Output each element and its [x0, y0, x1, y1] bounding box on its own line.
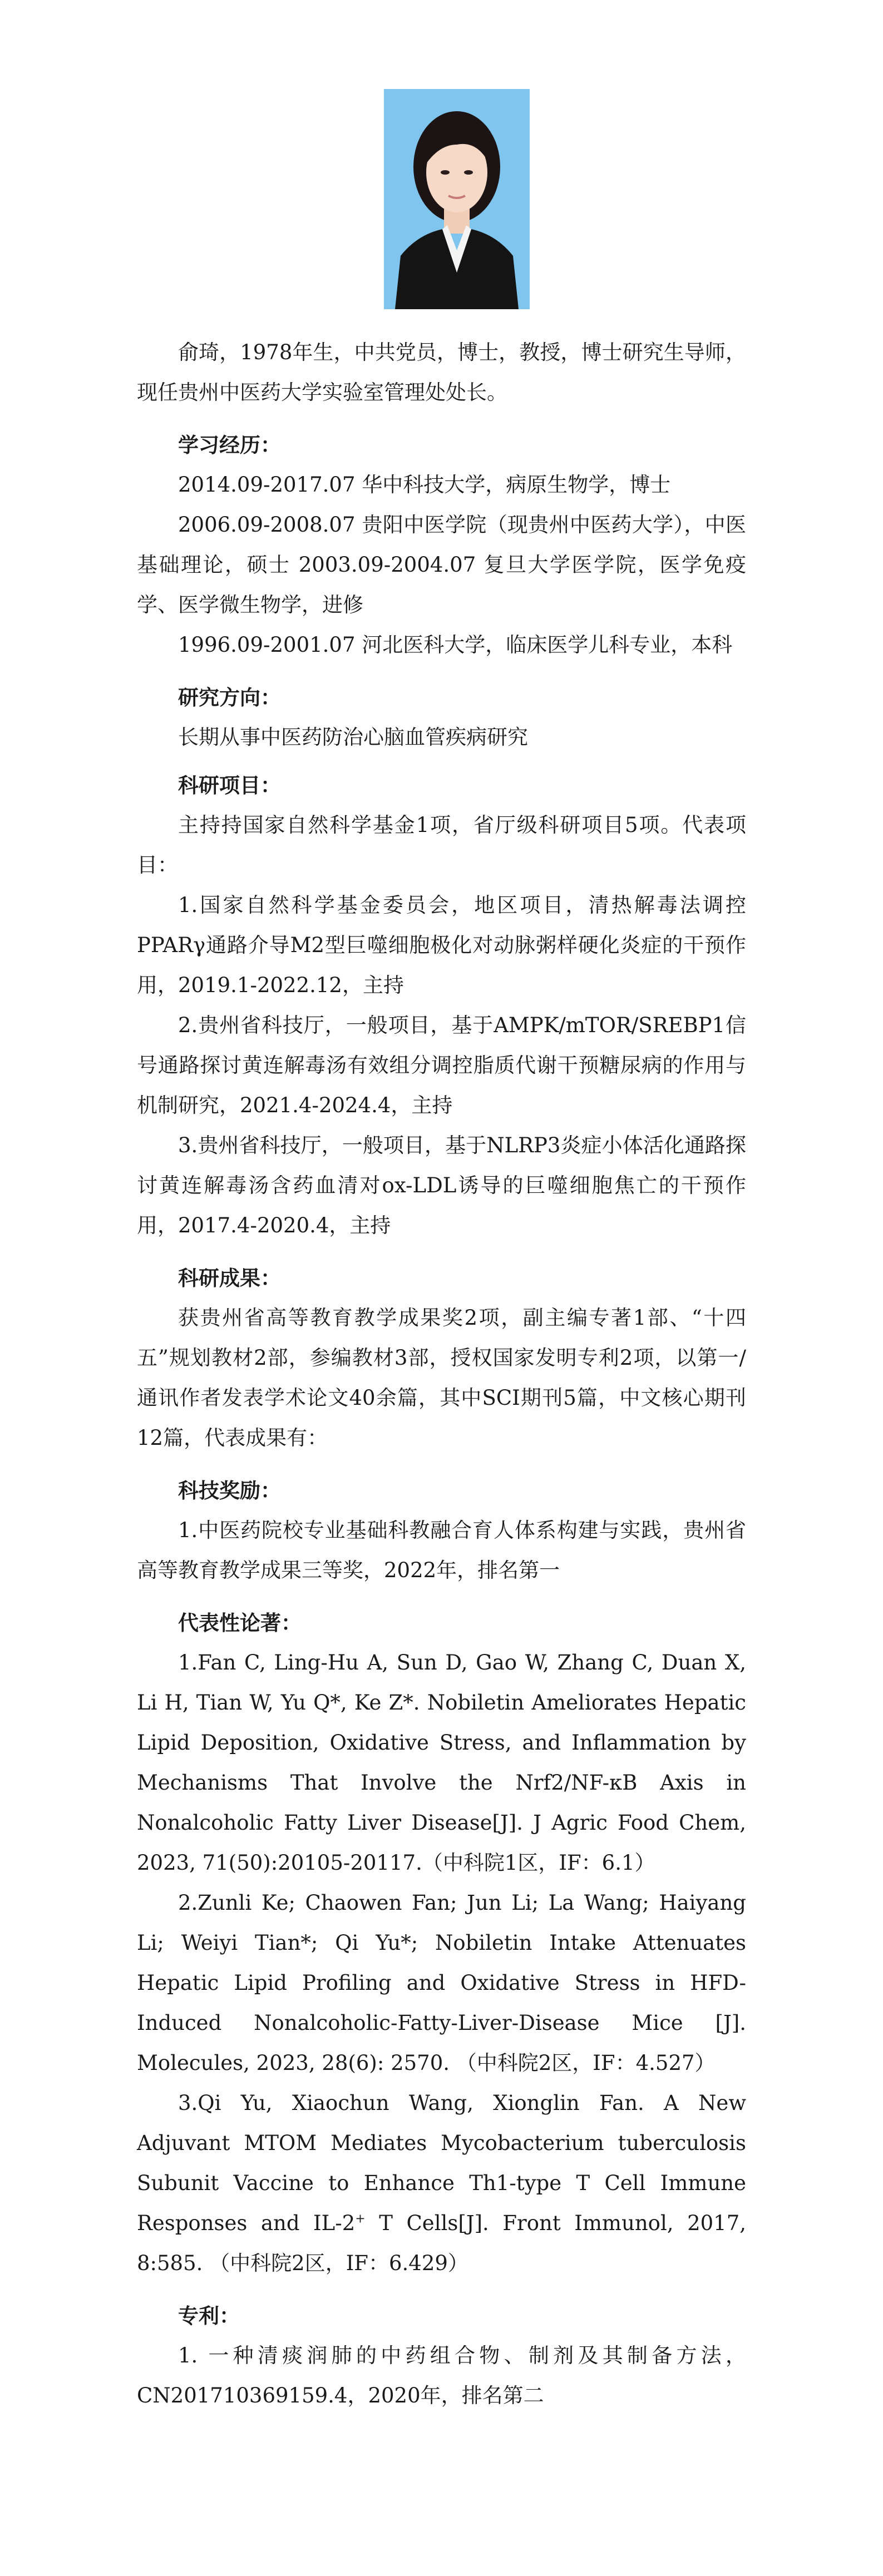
- project-item: 2.贵州省科技厅，一般项目，基于AMPK/mTOR/SREBP1信号通路探讨黄连解毒汤有效组分调控脂质代谢干预糖尿病的作用与机制研究，2021.4-2024.4，主持: [137, 1013, 746, 1117]
- achievements-text: 获贵州省高等教育教学成果奖2项，副主编专著1部、“十四五”规划教材2部，参编教材3部，授权国家发明专利2项，以第一/通讯作者发表学术论文40余篇，其中SCI期刊5篇，中文核心期刊12篇，代表成果有：: [137, 1306, 746, 1450]
- paper-item-text: T Cells[J]. Front Immunol, 2017, 8:585. （中科院2区，IF：6.429）: [137, 2211, 747, 2275]
- education-item: 2014.09-2017.07 华中科技大学，病原生物学，博士: [178, 473, 671, 497]
- achievements-heading: 科研成果：: [178, 1266, 281, 1290]
- paper-item: 1.Fan C, Ling-Hu A, Sun D, Gao W, Zhang C, Duan X, Li H, Tian W, Yu Q*, Ke Z*. Nobiletin Ameliorates Hepatic Lipid Deposition, Oxidative Stress, and Inflammation by Mechanisms That Involve the Nrf2/NF-κB Axis in Nonalcoholic Fatty Liver Disease[J]. J Agric Food Chem, 2023, 71(50):20105-20117.（中科院1区，IF：6.1）: [137, 1651, 746, 1875]
- education-heading: 学习经历：: [178, 433, 281, 457]
- intro-paragraph: 俞琦，1978年生，中共党员，博士，教授，博士研究生导师，现任贵州中医药大学实验室管理处处长。: [137, 340, 746, 404]
- paper-item-text: 3.Qi Yu, Xiaochun Wang, Xionglin Fan. A New Adjuvant MTOM Mediates Mycobacterium tuberculosis Subunit Vaccine to Enhance Th1-type T Cell Immune Responses and IL-2: [137, 2091, 746, 2235]
- education-item: 1996.09-2001.07 河北医科大学，临床医学儿科专业，本科: [178, 633, 733, 657]
- awards-heading: 科技奖励：: [178, 1478, 281, 1503]
- award-item: 1.中医药院校专业基础科教融合育人体系构建与实践，贵州省高等教育教学成果三等奖，2022年，排名第一: [137, 1518, 746, 1582]
- patents-heading: 专利：: [178, 2303, 240, 2328]
- project-item: 1.国家自然科学基金委员会，地区项目，清热解毒法调控PPARγ通路介导M2型巨噬细胞极化对动脉粥样硬化炎症的干预作用，2019.1-2022.12，主持: [137, 893, 746, 997]
- education-item: 2006.09-2008.07 贵阳中医学院（现贵州中医药大学），中医基础理论，硕士 2003.09-2004.07 复旦大学医学院，医学免疫学、医学微生物学，进修: [137, 513, 746, 617]
- portrait-photo: [384, 89, 530, 309]
- paper-item: [137, 2083, 746, 2283]
- project-item: 3.贵州省科技厅，一般项目，基于NLRP3炎症小体活化通路探讨黄连解毒汤含药血清对ox-LDL诱导的巨噬细胞焦亡的干预作用，2017.4-2020.4，主持: [137, 1133, 746, 1237]
- research-heading: 研究方向：: [178, 685, 281, 710]
- paper-item: 2.Zunli Ke; Chaowen Fan; Jun Li; La Wang; Haiyang Li; Weiyi Tian*; Qi Yu*; Nobiletin Intake Attenuates Hepatic Lipid Profiling and Oxidative Stress in HFD-Induced Nonalcoholic-Fatty-Liver-Disease Mice [J]. Molecules, 2023, 28(6): 2570. （中科院2区，IF：4.527）: [137, 1891, 746, 2075]
- profile-text: [137, 333, 746, 2416]
- projects-heading: 科研项目：: [178, 773, 281, 797]
- superscript-plus: +: [355, 2212, 366, 2226]
- papers-heading: 代表性论著：: [178, 1611, 302, 1635]
- projects-summary: 主持持国家自然科学基金1项，省厅级科研项目5项。代表项目：: [137, 813, 746, 877]
- person-portrait-icon: [384, 89, 530, 309]
- research-text: 长期从事中医药防治心脑血管疾病研究: [178, 725, 528, 749]
- patent-item: 1. 一种清痰润肺的中药组合物、制剂及其制备方法，CN201710369159.4，2020年，排名第二: [137, 2344, 746, 2407]
